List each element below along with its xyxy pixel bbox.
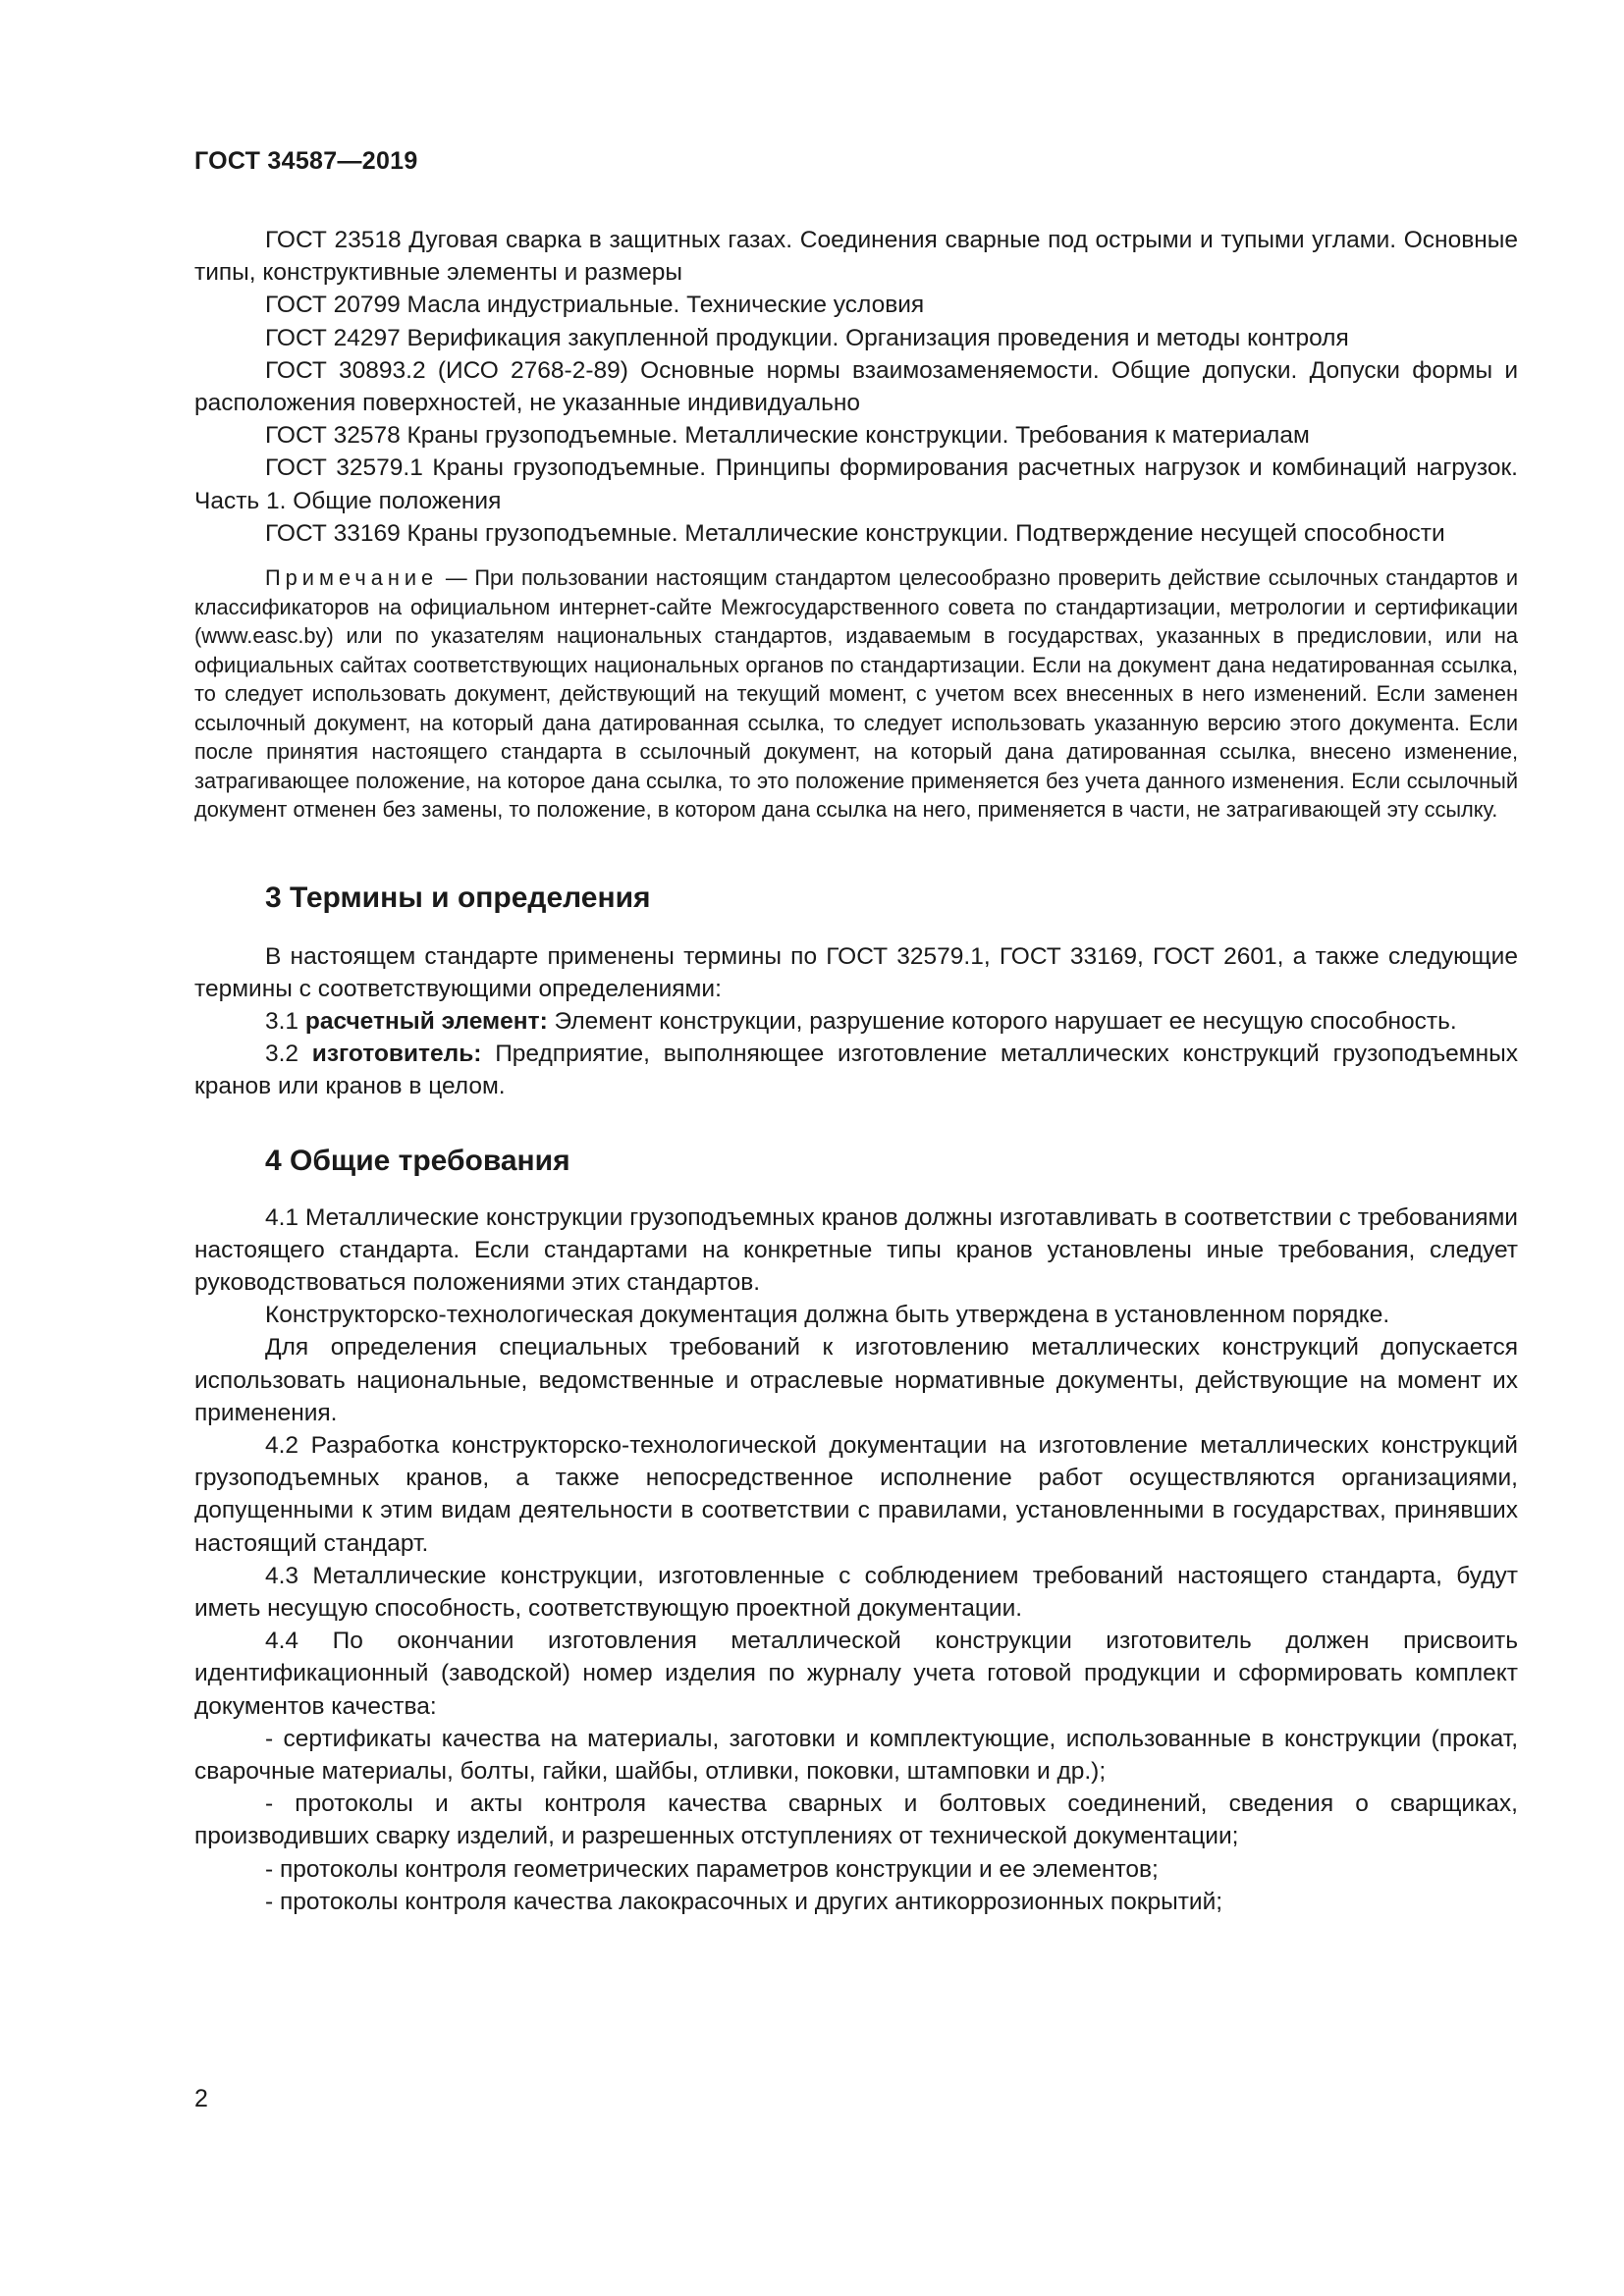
term-number: 3.2	[265, 1041, 312, 1068]
list-item: - протоколы контроля геометрических параметров конструкции и ее элементов;	[265, 1855, 1159, 1883]
reference-item: ГОСТ 20799 Масла индустриальные. Технические условия	[265, 292, 925, 319]
reference-item: ГОСТ 23518 Дуговая сварка в защитных газах. Соединения сварные под острыми и тупыми углами. Основные типы, конструктивные элементы и размеры	[194, 227, 1518, 287]
section-4-paragraph: Конструкторско-технологическая документация должна быть утверждена в установленном порядке.	[265, 1302, 1390, 1329]
list-item: - протоколы контроля качества лакокрасочных и других антикоррозионных покрытий;	[265, 1888, 1223, 1915]
reference-list	[194, 224, 1518, 550]
note-text: — При пользовании настоящим стандартом целесообразно проверить действие ссылочных стандартов и классификаторов на официальном интернет-сайте Межгосударственного совета по стандартизации, метрологии и сертификации (www.easc.by) или по указателям национальных стандартов, издаваемым в государствах, указанных в предисловии, или на официальных сайтах соответствующих национальных органов по стандартизации. Если на документ дана недатированная ссылка, то следует использовать документ, действующий на текущий момент, с учетом всех внесенных в него изменений. Если заменен ссылочный документ, на который дана датированная ссылка, то следует использовать указанную версию этого документа. Если после принятия настоящего стандарта в ссылочный документ, на который дана датированная ссылка, внесено изменение, затрагивающее положение, на которое дана ссылка, то это положение применяется без учета данного изменения. Если ссылочный документ отменен без замены, то положение, в котором дана ссылка на него, применяется в части, не затрагивающей эту ссылку.	[194, 565, 1518, 823]
note-paragraph	[194, 563, 1518, 825]
term-definition	[194, 1038, 1518, 1102]
reference-item: ГОСТ 30893.2 (ИСО 2768-2-89) Основные нормы взаимозаменяемости. Общие допуски. Допуски формы и расположения поверхностей, не указанные индивидуально	[194, 356, 1518, 417]
running-header: ГОСТ 34587—2019	[194, 147, 418, 175]
page-number: 2	[194, 2085, 208, 2112]
term-definition-text: Элемент конструкции, разрушение которого нарушает ее несущую способность.	[547, 1007, 1457, 1035]
term-definition-text: Предприятие, выполняющее изготовление металлических конструкций грузоподъемных кранов или кранов в целом.	[194, 1041, 1518, 1100]
reference-item: ГОСТ 32579.1 Краны грузоподъемные. Принципы формирования расчетных нагрузок и комбинаций нагрузок. Часть 1. Общие положения	[194, 454, 1518, 514]
reference-item: ГОСТ 32578 Краны грузоподъемные. Металлические конструкции. Требования к материалам	[265, 422, 1310, 450]
section-4-heading: 4 Общие требования	[265, 1144, 570, 1177]
list-item: - сертификаты качества на материалы, заготовки и комплектующие, использованные в конструкции (прокат, сварочные материалы, болты, гайки, шайбы, отливки, поковки, штамповки и др.);	[194, 1725, 1518, 1785]
section-4-paragraph: Для определения специальных требований к изготовлению металлических конструкций допускается использовать национальные, ведомственные и отраслевые нормативные документы, действующие на момент их применения.	[194, 1334, 1518, 1426]
term-definition	[194, 1005, 1518, 1038]
reference-item: ГОСТ 33169 Краны грузоподъемные. Металлические конструкции. Подтверждение несущей способности	[265, 519, 1445, 547]
reference-item: ГОСТ 24297 Верификация закупленной продукции. Организация проведения и методы контроля	[265, 324, 1349, 351]
section-4-paragraph: 4.3 Металлические конструкции, изготовленные с соблюдением требований настоящего стандарта, будут иметь несущую способность, соответствующую проектной документации.	[194, 1562, 1518, 1622]
page-body	[194, 224, 1518, 1918]
note-label: Примечание	[265, 565, 439, 591]
term-name: изготовитель:	[311, 1041, 482, 1068]
section-3-heading: 3 Термины и определения	[265, 881, 651, 914]
note-block	[194, 563, 1518, 825]
term-number: 3.1	[265, 1007, 305, 1035]
term-name: расчетный элемент:	[304, 1007, 548, 1035]
section-4-paragraph: 4.1 Металлические конструкции грузоподъемных кранов должны изготавливать в соответствии с требованиями настоящего стандарта. Если стандартами на конкретные типы кранов установлены иные требования, следует руководствоваться положениями этих стандартов.	[194, 1203, 1518, 1296]
list-item: - протоколы и акты контроля качества сварных и болтовых соединений, сведения о сварщиках, производивших сварку изделий, и разрешенных отступлениях от технической документации;	[194, 1790, 1518, 1850]
section-3-intro: В настоящем стандарте применены термины по ГОСТ 32579.1, ГОСТ 33169, ГОСТ 2601, а также следующие термины с соответствующими определениями:	[194, 942, 1518, 1002]
section-4-paragraph: 4.4 По окончании изготовления металлической конструкции изготовитель должен присвоить идентификационный (заводской) номер изделия по журналу учета готовой продукции и сформировать комплект документов качества:	[194, 1628, 1518, 1720]
section-4-paragraph: 4.2 Разработка конструкторско-технологической документации на изготовление металлических конструкций грузоподъемных кранов, а также непосредственное исполнение работ осуществляются организациями, допущенными к этим видам деятельности в соответствии с правилами, установленными в государствах, принявших настоящий стандарт.	[194, 1431, 1518, 1557]
